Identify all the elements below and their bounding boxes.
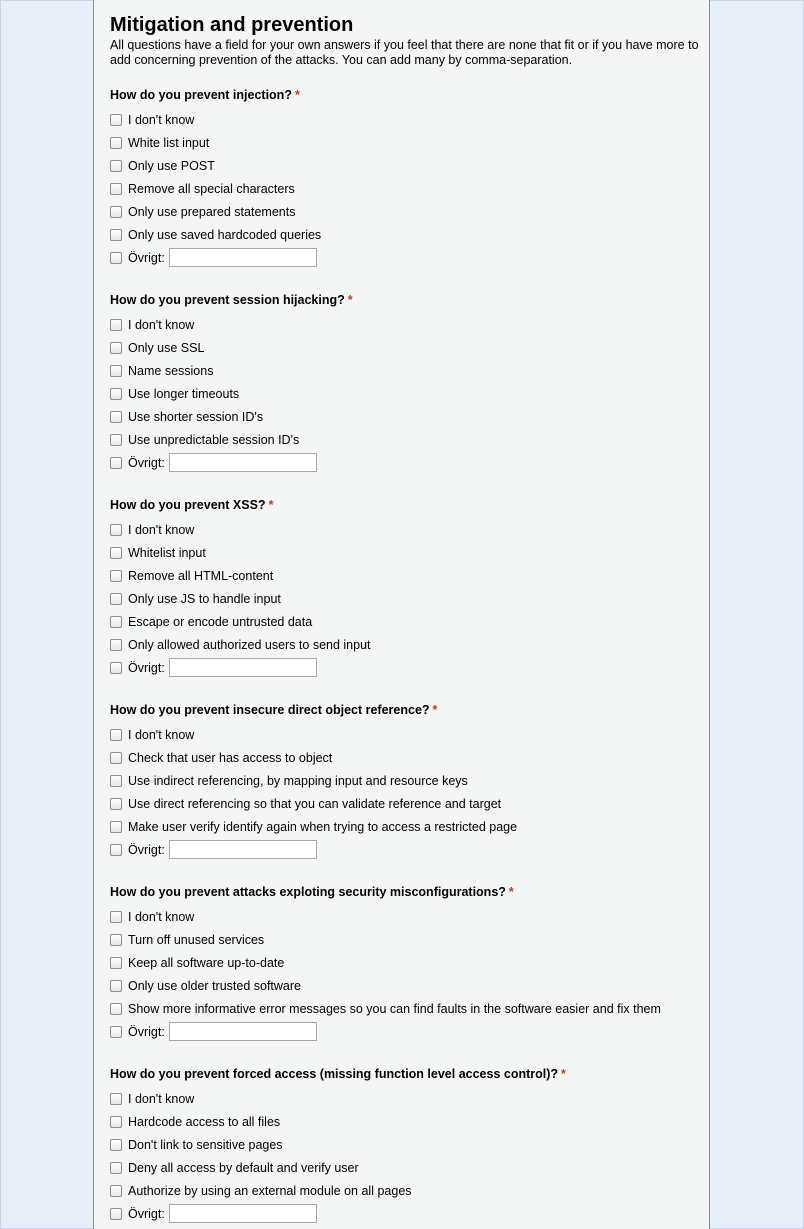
- option-label[interactable]: Show more informative error messages so you can find faults in the software easier and fix them: [128, 1001, 661, 1016]
- checkbox[interactable]: [110, 1093, 122, 1105]
- required-asterisk: *: [561, 1067, 566, 1081]
- option-label[interactable]: Keep all software up-to-date: [128, 955, 285, 970]
- option-row[interactable]: [110, 359, 700, 382]
- other-text-input[interactable]: [169, 248, 317, 267]
- other-checkbox[interactable]: [110, 1026, 122, 1038]
- question-title: How do you prevent session hijacking? *: [110, 293, 353, 307]
- required-asterisk: *: [347, 293, 353, 307]
- option-label[interactable]: Deny all access by default and verify user: [128, 1160, 359, 1175]
- other-label[interactable]: Övrigt:: [128, 842, 165, 857]
- other-checkbox[interactable]: [110, 844, 122, 856]
- checkbox[interactable]: [110, 1116, 122, 1128]
- checkbox[interactable]: [110, 934, 122, 946]
- required-asterisk: *: [268, 498, 274, 512]
- option-label[interactable]: I don't know: [128, 1091, 195, 1106]
- option-label[interactable]: Only use POST: [128, 158, 215, 173]
- option-row[interactable]: [110, 974, 700, 997]
- other-label[interactable]: Övrigt:: [128, 1206, 165, 1221]
- option-label[interactable]: Authorize by using an external module on all pages: [128, 1183, 412, 1198]
- option-label[interactable]: Use indirect referencing, by mapping input and resource keys: [128, 773, 468, 788]
- checkbox[interactable]: [110, 160, 122, 172]
- checkbox[interactable]: [110, 319, 122, 331]
- checkbox[interactable]: [110, 411, 122, 423]
- other-row[interactable]: [110, 246, 700, 269]
- checkbox[interactable]: [110, 114, 122, 126]
- other-checkbox[interactable]: [110, 252, 122, 264]
- option-row[interactable]: [110, 610, 700, 633]
- option-label[interactable]: Use shorter session ID's: [128, 409, 264, 424]
- required-asterisk: *: [432, 703, 438, 717]
- checkbox[interactable]: [110, 342, 122, 354]
- checkbox[interactable]: [110, 911, 122, 923]
- option-label[interactable]: Make user verify identify again when trying to access a restricted page: [128, 819, 518, 834]
- option-label[interactable]: I don't know: [128, 112, 195, 127]
- option-label[interactable]: Use direct referencing so that you can validate reference and target: [128, 796, 502, 811]
- required-asterisk: *: [294, 88, 300, 102]
- option-label[interactable]: Only use older trusted software: [128, 978, 301, 993]
- other-row[interactable]: [110, 1020, 700, 1043]
- option-row[interactable]: [110, 1110, 700, 1133]
- question-session-hijacking: [110, 291, 700, 474]
- checkbox[interactable]: [110, 957, 122, 969]
- other-label[interactable]: Övrigt:: [128, 455, 165, 470]
- question-forced-access: [110, 1065, 700, 1225]
- other-label[interactable]: Övrigt:: [128, 660, 165, 675]
- question-title: How do you prevent attacks exploting security misconfigurations? *: [110, 885, 514, 899]
- option-row[interactable]: [110, 1133, 700, 1156]
- option-label[interactable]: Use unpredictable session ID's: [128, 432, 300, 447]
- checkbox[interactable]: [110, 137, 122, 149]
- checkbox[interactable]: [110, 229, 122, 241]
- option-row[interactable]: [110, 382, 700, 405]
- checkbox[interactable]: [110, 775, 122, 787]
- option-label[interactable]: Turn off unused services: [128, 932, 265, 947]
- option-label[interactable]: Don't link to sensitive pages: [128, 1137, 283, 1152]
- option-row[interactable]: [110, 769, 700, 792]
- question-xss: [110, 496, 700, 679]
- option-row[interactable]: [110, 746, 700, 769]
- other-text-input[interactable]: [169, 658, 317, 677]
- option-row[interactable]: [110, 405, 700, 428]
- checkbox[interactable]: [110, 752, 122, 764]
- checkbox[interactable]: [110, 729, 122, 741]
- option-label[interactable]: I don't know: [128, 522, 195, 537]
- option-label[interactable]: I don't know: [128, 727, 195, 742]
- option-label[interactable]: Name sessions: [128, 363, 214, 378]
- option-label[interactable]: Only use saved hardcoded queries: [128, 227, 322, 242]
- option-row[interactable]: [110, 815, 700, 838]
- checkbox[interactable]: [110, 434, 122, 446]
- question-title: How do you prevent XSS? *: [110, 498, 274, 512]
- section-title: Mitigation and prevention: [110, 14, 354, 36]
- option-row[interactable]: [110, 541, 700, 564]
- question-security-misconfigurations: [110, 883, 700, 1043]
- other-row[interactable]: [110, 656, 700, 679]
- other-label[interactable]: Övrigt:: [128, 1024, 165, 1039]
- option-label[interactable]: Escape or encode untrusted data: [128, 614, 313, 629]
- option-row[interactable]: [110, 177, 700, 200]
- question-injection: [110, 86, 700, 269]
- other-text-input[interactable]: [169, 1204, 317, 1223]
- checkbox[interactable]: [110, 1185, 122, 1197]
- option-row[interactable]: [110, 792, 700, 815]
- option-label[interactable]: Only use prepared statements: [128, 204, 296, 219]
- option-label[interactable]: Whitelist input: [128, 545, 206, 560]
- checkbox[interactable]: [110, 206, 122, 218]
- option-row[interactable]: [110, 1156, 700, 1179]
- option-row[interactable]: [110, 1179, 700, 1202]
- question-title: How do you prevent insecure direct object reference? *: [110, 703, 438, 717]
- checkbox[interactable]: [110, 1139, 122, 1151]
- option-row[interactable]: [110, 633, 700, 656]
- option-label[interactable]: Only allowed authorized users to send input: [128, 637, 371, 652]
- checkbox[interactable]: [110, 980, 122, 992]
- other-checkbox[interactable]: [110, 1208, 122, 1220]
- other-row[interactable]: [110, 1202, 700, 1225]
- option-row[interactable]: [110, 108, 700, 131]
- option-label[interactable]: White list input: [128, 135, 210, 150]
- option-row[interactable]: [110, 428, 700, 451]
- checkbox[interactable]: [110, 798, 122, 810]
- option-label[interactable]: Only use JS to handle input: [128, 591, 281, 606]
- option-row[interactable]: [110, 905, 700, 928]
- option-label[interactable]: Remove all special characters: [128, 181, 295, 196]
- option-row[interactable]: [110, 313, 700, 336]
- option-row[interactable]: [110, 951, 700, 974]
- option-row[interactable]: [110, 928, 700, 951]
- other-checkbox[interactable]: [110, 662, 122, 674]
- checkbox[interactable]: [110, 593, 122, 605]
- checkbox[interactable]: [110, 821, 122, 833]
- option-label[interactable]: Check that user has access to object: [128, 750, 333, 765]
- other-row[interactable]: [110, 451, 700, 474]
- option-row[interactable]: [110, 587, 700, 610]
- question-title: How do you prevent injection? *: [110, 88, 300, 102]
- option-row[interactable]: [110, 518, 700, 541]
- option-row[interactable]: [110, 997, 700, 1020]
- option-row[interactable]: [110, 154, 700, 177]
- checkbox[interactable]: [110, 1162, 122, 1174]
- other-checkbox[interactable]: [110, 457, 122, 469]
- checkbox[interactable]: [110, 547, 122, 559]
- checkbox[interactable]: [110, 639, 122, 651]
- option-label[interactable]: Remove all HTML-content: [128, 568, 274, 583]
- option-row[interactable]: [110, 1087, 700, 1110]
- other-row[interactable]: [110, 838, 700, 861]
- option-label[interactable]: Hardcode access to all files: [128, 1114, 281, 1129]
- section-description: All questions have a field for your own answers if you feel that there are none that fit or if you have more to add concerning prevention of the attacks. You can add many by comma-separation.: [110, 38, 699, 67]
- option-label[interactable]: I don't know: [128, 317, 195, 332]
- other-text-input[interactable]: [169, 453, 317, 472]
- checkbox[interactable]: [110, 1003, 122, 1015]
- checkbox[interactable]: [110, 616, 122, 628]
- option-row[interactable]: [110, 131, 700, 154]
- other-text-input[interactable]: [169, 1022, 317, 1041]
- option-row[interactable]: [110, 200, 700, 223]
- question-insecure-direct-object-reference: [110, 701, 700, 861]
- checkbox[interactable]: [110, 183, 122, 195]
- option-label[interactable]: Only use SSL: [128, 340, 205, 355]
- checkbox[interactable]: [110, 388, 122, 400]
- other-label[interactable]: Övrigt:: [128, 250, 165, 265]
- checkbox[interactable]: [110, 570, 122, 582]
- option-label[interactable]: I don't know: [128, 909, 195, 924]
- option-row[interactable]: [110, 223, 700, 246]
- option-row[interactable]: [110, 336, 700, 359]
- question-title: How do you prevent forced access (missing function level access control)? *: [110, 1067, 566, 1081]
- form-panel: [93, 0, 710, 1229]
- option-row[interactable]: [110, 723, 700, 746]
- checkbox[interactable]: [110, 524, 122, 536]
- required-asterisk: *: [508, 885, 514, 899]
- other-text-input[interactable]: [169, 840, 317, 859]
- checkbox[interactable]: [110, 365, 122, 377]
- option-row[interactable]: [110, 564, 700, 587]
- option-label[interactable]: Use longer timeouts: [128, 386, 240, 401]
